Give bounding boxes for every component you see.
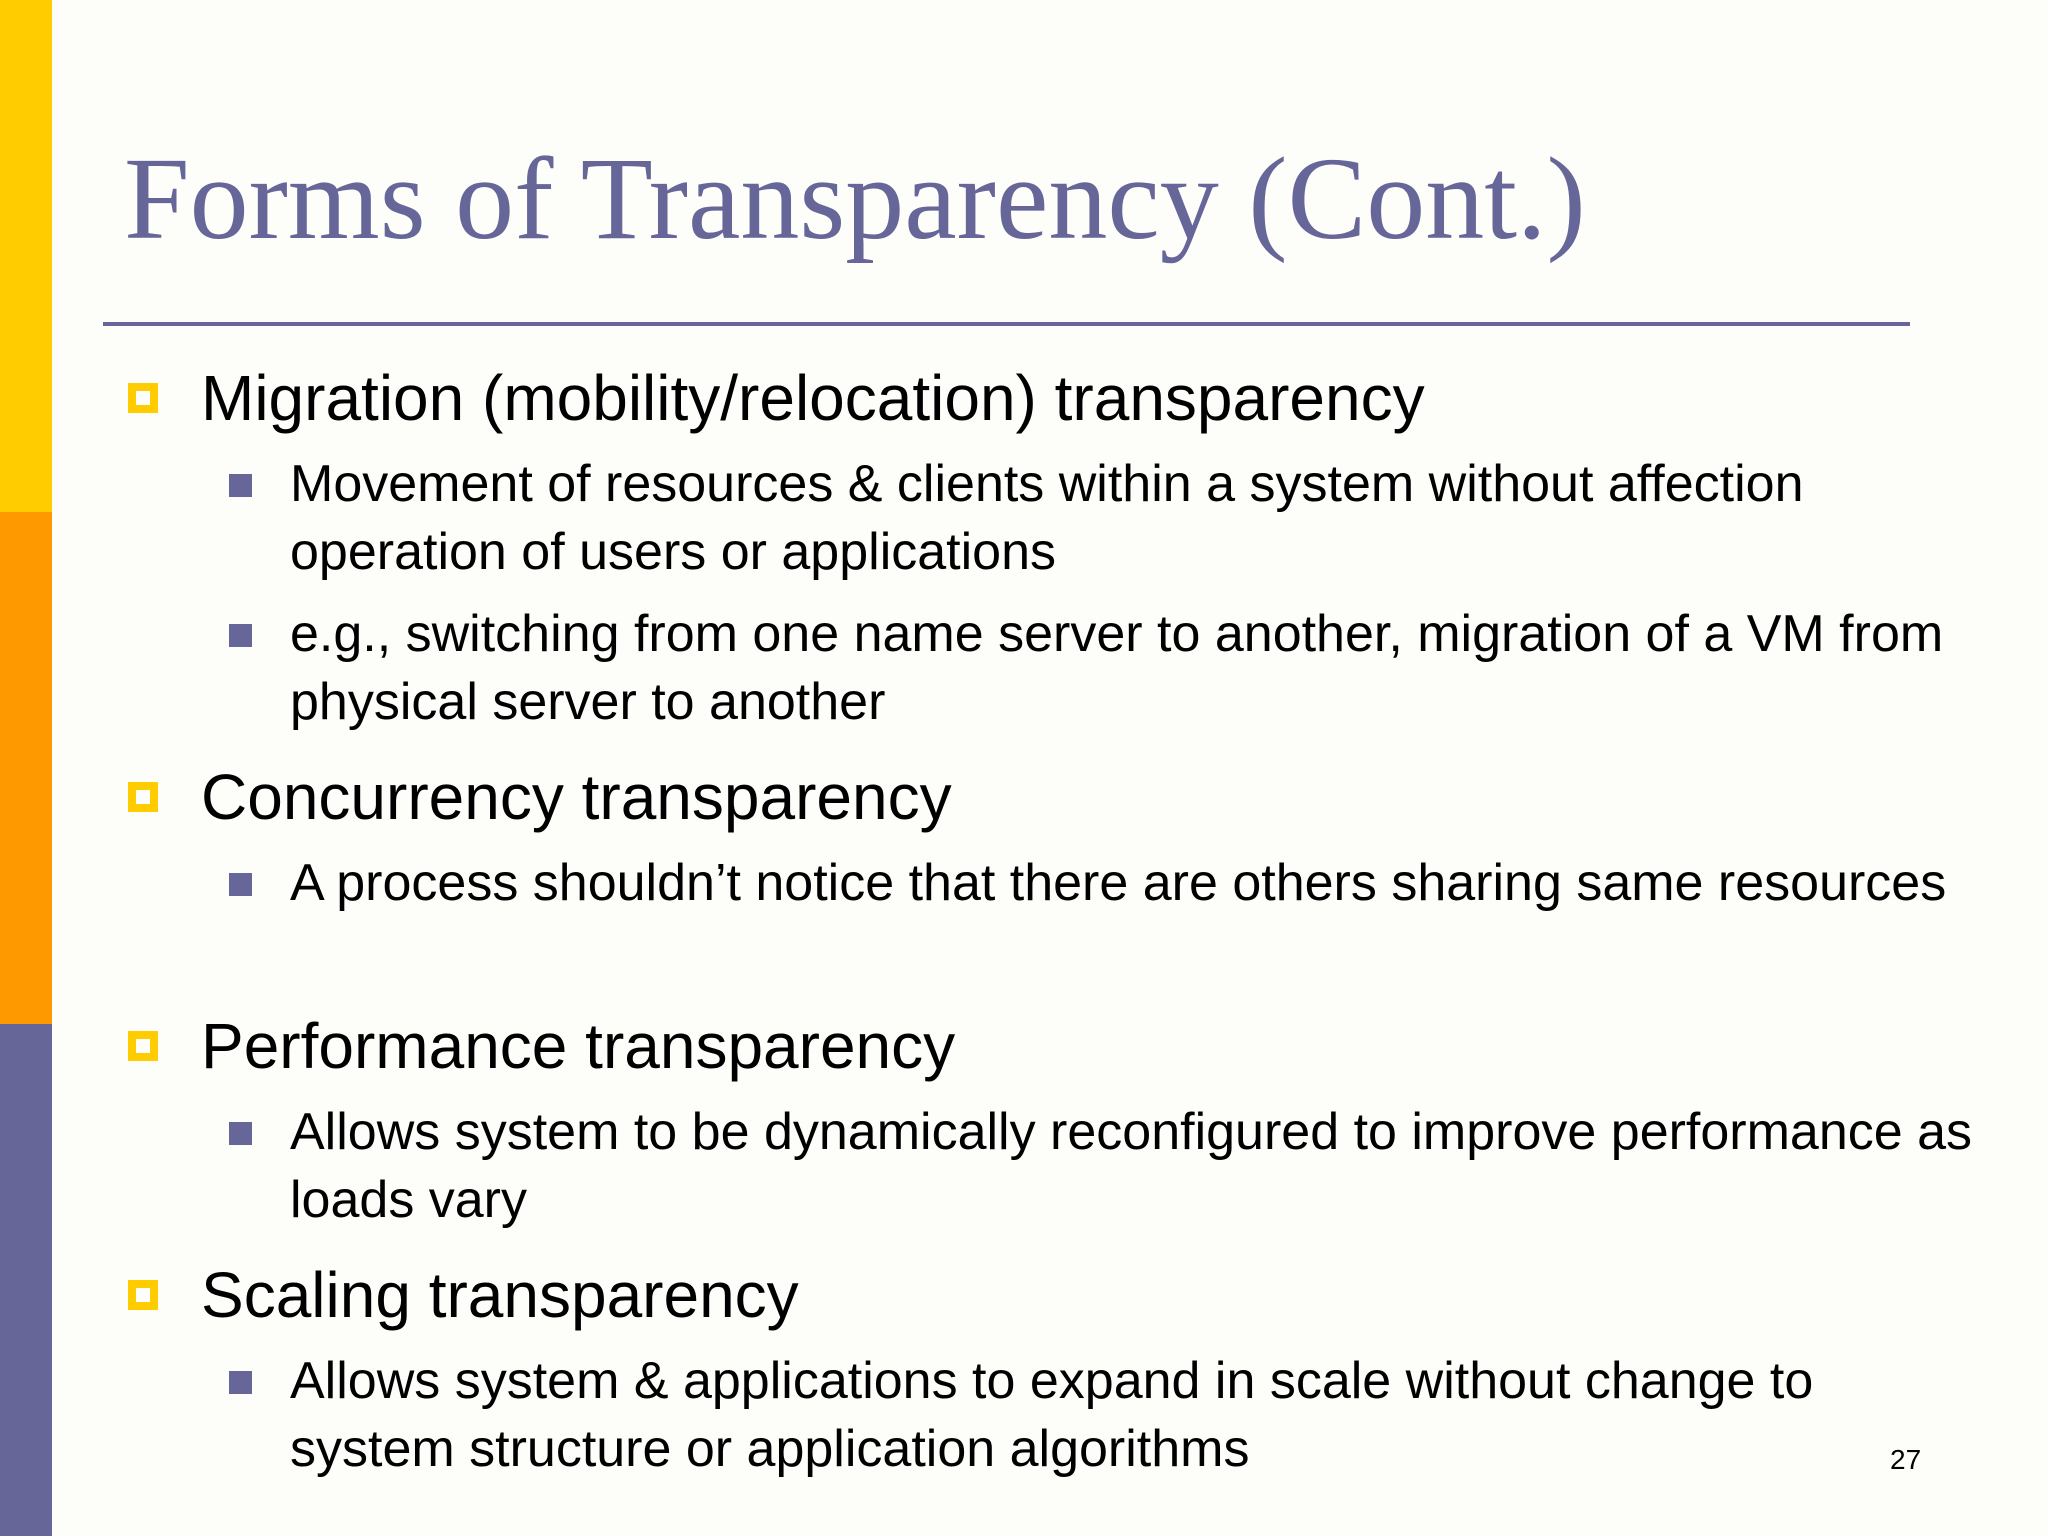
side-bar-orange	[0, 512, 52, 1024]
square-bullet-icon	[229, 624, 252, 647]
hollow-square-bullet-icon	[128, 1031, 158, 1061]
sub-bullet-text: Movement of resources & clients within a system without affection operation of users or applications	[290, 455, 1804, 581]
title-divider	[103, 322, 1910, 326]
sub-bullet-text: A process shouldn’t notice that there are others sharing same resources	[290, 854, 1947, 912]
hollow-square-bullet-icon	[128, 1280, 158, 1310]
sub-bullet-text: Allows system to be dynamically reconfigured to improve performance as loads vary	[290, 1103, 1973, 1229]
side-bar-yellow	[0, 0, 52, 512]
bullet-heading-performance: Performance transparency	[201, 1010, 956, 1082]
square-bullet-icon	[229, 873, 252, 896]
bullet-heading-scaling: Scaling transparency	[201, 1259, 799, 1331]
side-bar-purple	[0, 1024, 52, 1536]
page-number: 27	[1890, 1444, 1922, 1475]
sub-bullet-text: e.g., switching from one name server to another, migration of a VM from physical server to another	[290, 605, 1944, 731]
square-bullet-icon	[229, 1122, 252, 1145]
hollow-square-bullet-icon	[128, 383, 158, 413]
square-bullet-icon	[229, 1371, 252, 1394]
bullet-heading-migration: Migration (mobility/relocation) transparency	[201, 362, 1425, 434]
bullet-heading-concurrency: Concurrency transparency	[201, 761, 952, 833]
square-bullet-icon	[229, 474, 252, 497]
hollow-square-bullet-icon	[128, 782, 158, 812]
slide-title: Forms of Transparency (Cont.)	[124, 133, 1586, 264]
sub-bullet-text: Allows system & applications to expand in scale without change to system structure or application algorithms	[290, 1352, 1814, 1478]
